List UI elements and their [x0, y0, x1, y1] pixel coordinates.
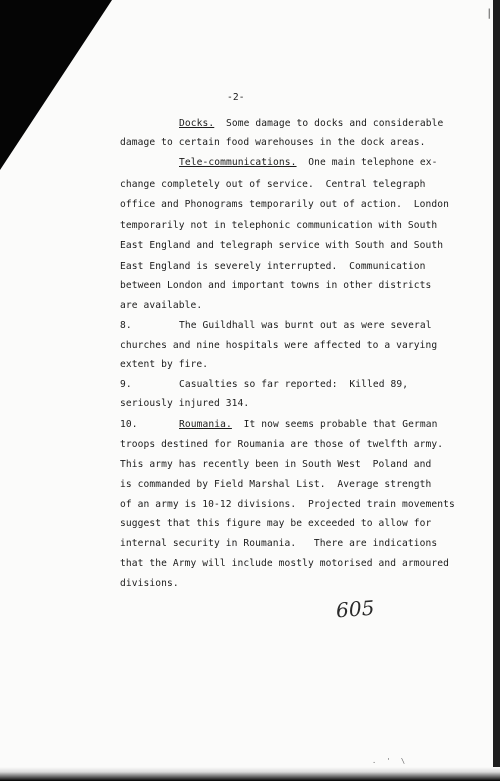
para-10-line: that the Army will include mostly motorised and armoured: [120, 558, 450, 569]
para-10-heading: Roumania.: [179, 419, 232, 430]
para-10-line-1: [179, 419, 438, 431]
telecom-line: temporarily not in telephonic communication with South: [120, 220, 438, 231]
para-8-line: The Guildhall was burnt out as were several: [179, 320, 432, 331]
para-10-number: 10.: [120, 419, 138, 430]
telecom-line: East England and telegraph service with South and South: [120, 240, 444, 251]
para-8-line: extent by fire.: [120, 359, 209, 370]
telecom-heading: Tele-communications.: [179, 157, 297, 168]
para-8-number: 8.: [120, 320, 132, 331]
para-10-line: internal security in Roumania. There are indications: [120, 538, 438, 549]
telecom-line-1: [179, 157, 438, 169]
para-9-line: seriously injured 314.: [120, 398, 250, 409]
para-8-line: churches and nine hospitals were affected to a varying: [120, 340, 438, 351]
handwritten-note: 605: [335, 595, 376, 623]
telecom-line: between London and important towns in other districts: [120, 280, 432, 291]
para-10-line: suggest that this figure may be exceeded to allow for: [120, 518, 432, 529]
telecom-line: are available.: [120, 300, 203, 311]
scan-bottom-edge: [0, 767, 500, 781]
telecom-line-1-text: One main telephone ex-: [296, 157, 438, 168]
scan-corner-shadow: [0, 0, 112, 170]
para-10-line: This army has recently been in South West Poland and: [120, 459, 432, 470]
telecom-line: office and Phonograms temporarily out of action. London: [120, 199, 450, 210]
docks-heading: Docks.: [179, 118, 215, 129]
bottom-marks: . ' \: [372, 757, 409, 765]
page-number: -2-: [227, 92, 245, 103]
para-9-number: 9.: [120, 379, 132, 390]
para-10-line: divisions.: [120, 578, 179, 589]
para-10-line-1-text: It now seems probable that German: [231, 419, 438, 430]
para-10-line: of an army is 10-12 divisions. Projected train movements: [120, 499, 455, 510]
telecom-line: East England is severely interrupted. Communication: [120, 261, 426, 272]
telecom-line: change completely out of service. Central telegraph: [120, 179, 426, 190]
docks-line-2: damage to certain food warehouses in the dock areas.: [120, 137, 426, 148]
para-10-line: troops destined for Roumania are those of twelfth army.: [120, 439, 444, 450]
scan-right-edge: [493, 0, 500, 781]
para-9-line: Casualties so far reported: Killed 89,: [179, 379, 409, 390]
docks-line-1: [179, 118, 443, 130]
edge-mark: |: [487, 8, 491, 19]
docks-line-1-text: Some damage to docks and considerable: [214, 118, 444, 129]
para-10-line: is commanded by Field Marshal List. Average strength: [120, 479, 432, 490]
